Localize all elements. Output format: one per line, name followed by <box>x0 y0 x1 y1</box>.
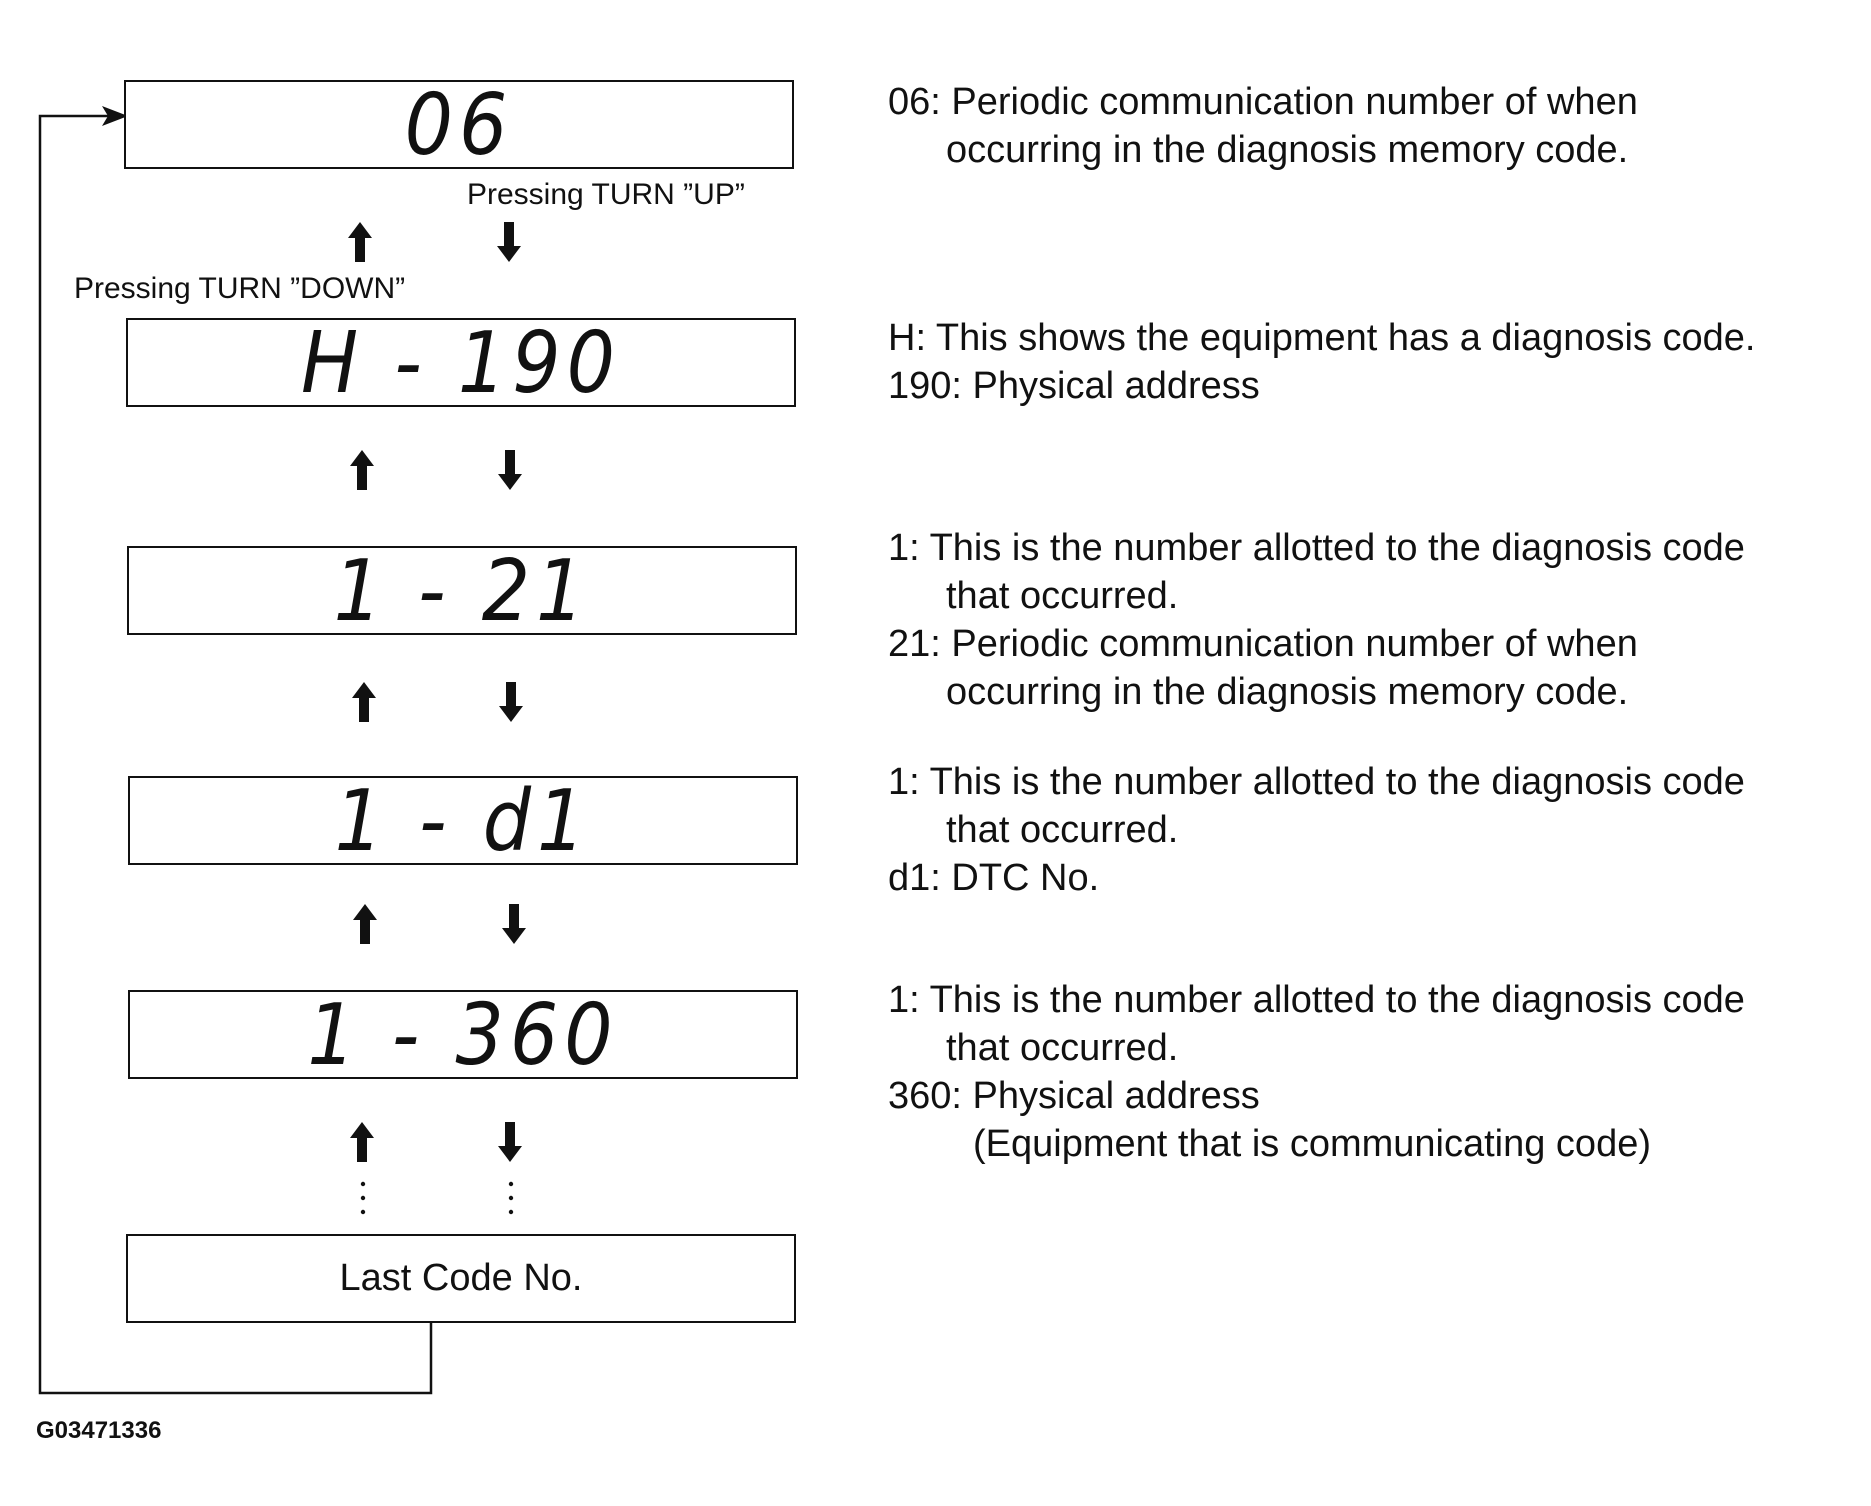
description-1-21 <box>888 524 1745 716</box>
description-1-360 <box>888 976 1745 1168</box>
description-line: 21: Periodic communication number of when <box>888 623 1638 665</box>
ellipsis-icon <box>507 1180 515 1220</box>
description-line: that occurred. <box>946 1027 1179 1069</box>
description-line: d1: DTC No. <box>888 857 1100 899</box>
display-1-360-text: 1 - 360 <box>307 984 619 1085</box>
display-1-21-text: 1 - 21 <box>333 540 591 641</box>
description-line: 1: This is the number allotted to the diagnosis code <box>888 761 1745 803</box>
arrow-down-icon <box>498 450 522 490</box>
arrow-down-icon <box>497 222 521 262</box>
arrow-down-icon <box>499 682 523 722</box>
description-line: 1: This is the number allotted to the diagnosis code <box>888 527 1745 569</box>
description-line: that occurred. <box>946 809 1179 851</box>
figure-id: G03471336 <box>36 1417 162 1444</box>
description-line: that occurred. <box>946 575 1179 617</box>
last-code-label: Last Code No. <box>339 1257 583 1299</box>
arrow-up-icon <box>350 1122 374 1162</box>
arrow-up-icon <box>350 450 374 490</box>
description-line: 190: Physical address <box>888 365 1260 407</box>
description-line: 360: Physical address <box>888 1075 1260 1117</box>
display-h-190-text: H - 190 <box>301 312 621 413</box>
display-h-190 <box>126 312 796 413</box>
turn-up-label: Pressing TURN ”UP” <box>467 178 745 211</box>
display-1-360 <box>128 984 798 1085</box>
display-06-text: 06 <box>404 74 514 175</box>
description-line: occurring in the diagnosis memory code. <box>946 129 1629 171</box>
description-line: (Equipment that is communicating code) <box>973 1123 1651 1165</box>
description-line: H: This shows the equipment has a diagnosis code. <box>888 317 1756 359</box>
arrow-up-icon <box>352 682 376 722</box>
description-line: 06: Periodic communication number of when <box>888 81 1638 123</box>
description-1-d1 <box>888 758 1745 902</box>
last-code-box <box>126 1234 796 1323</box>
description-06 <box>888 78 1638 174</box>
arrow-down-icon <box>498 1122 522 1162</box>
display-1-21 <box>127 540 797 641</box>
display-1-d1-text: 1 - d1 <box>334 770 592 871</box>
display-06 <box>124 74 794 175</box>
arrow-up-icon <box>348 222 372 262</box>
arrow-up-icon <box>353 904 377 944</box>
display-1-d1 <box>128 770 798 871</box>
ellipsis-icon <box>359 1180 367 1220</box>
turn-down-label: Pressing TURN ”DOWN” <box>74 272 406 305</box>
description-h-190 <box>888 314 1755 410</box>
description-line: 1: This is the number allotted to the diagnosis code <box>888 979 1745 1021</box>
description-line: occurring in the diagnosis memory code. <box>946 671 1629 713</box>
arrow-down-icon <box>502 904 526 944</box>
